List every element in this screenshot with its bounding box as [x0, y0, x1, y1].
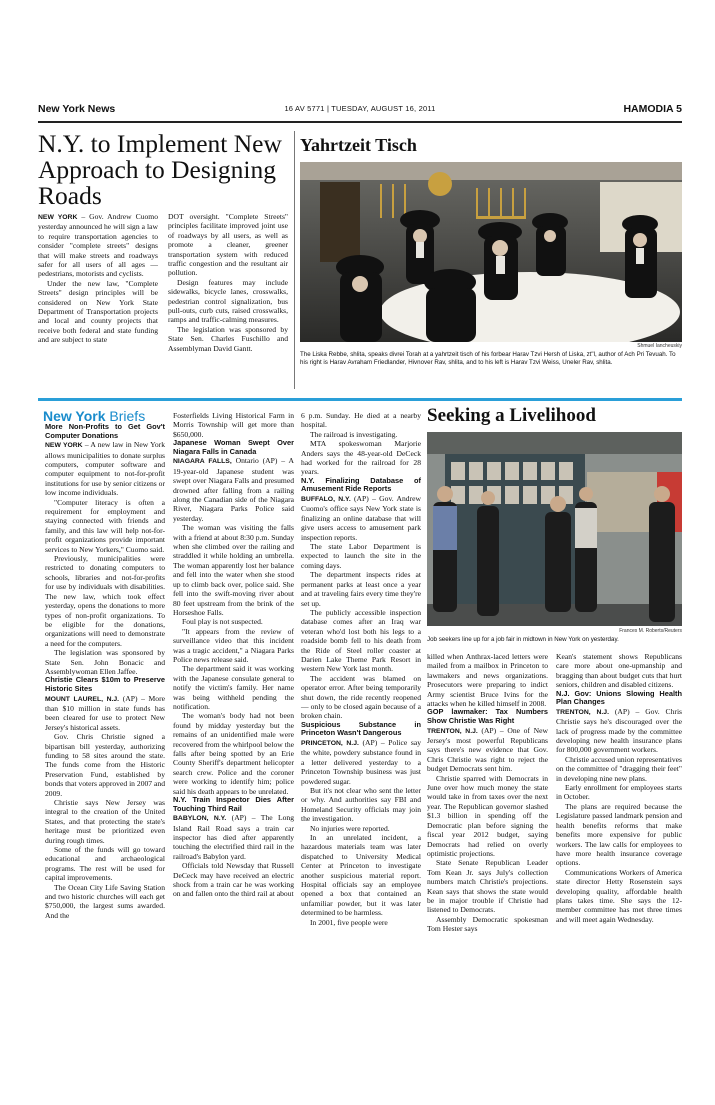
article-text: – Gov. Andrew Cuomo yesterday announced he will sign a law to require transportation agencies to consider "complete streets" designs that will make streets and roadways safer for all users of all ages — pedestrians, motorists and cyclists.	[38, 212, 158, 279]
brief-text: The Ocean City Life Saving Station and two historic churches will each get $750,000, the largest sums awarded. And the	[45, 882, 165, 920]
brief-text: killed when Anthrax-laced letters were mailed from a mailbox in Princeton to lawmakers and news organizations. Prosecutors were preparing to indict Army scientist Bruce Ivins for the attacks when he killed himself in 2008.	[427, 652, 548, 709]
brief-text: Previously, municipalities were restricted to donating computers to schools, libraries and not-for-profits for use by individuals with disabilities. The new law, which took effect yesterday, opens the donations to more types of non-profit organizations. To be eligible for the donations, organizations will need to demonstrate a need for the computers.	[45, 554, 165, 648]
brief-headline: N.J. Gov: Unions Slowing Health Plan Changes	[556, 688, 682, 707]
brief-text: Ontario (AP) – A 19-year-old Japanese student was swept over Niagara Falls and presumed drowned after falling from a railing along the Canadian side of the Niagara River, Niagara Parks Police said yesterday.	[173, 456, 295, 523]
brief-text: Some of the funds will go toward educational and archaeological programs. The rest will be used for capital improvements.	[45, 845, 165, 883]
brief-headline: Japanese Woman Swept Over Niagara Falls in Canada	[173, 438, 294, 456]
dateline: BABYLON, N.Y.	[173, 815, 227, 823]
roads-headline: N.Y. to Implement New Approach to Designing Roads	[38, 129, 282, 210]
publication-name: HAMODIA 5	[623, 103, 682, 115]
brief-text: Officials told Newsday that Russell DeCeck may have received an electric shock from a train car he was working on and fallen onto the third rail at about	[173, 861, 294, 899]
brief-text: State Senate Republican Leader Tom Kean Jr. says July's collection numbers match Christie's projections. Kean says that shows the state would be in major trouble if Christie had listened to Democrats.	[427, 858, 548, 915]
brief-text: Early enrollment for employees starts in October.	[556, 783, 682, 802]
livelihood-title: Seeking a Livelihood	[427, 405, 596, 426]
photo-credit: Frances M. Roberts/Reuters	[619, 628, 682, 634]
brief-headline: Suspicious Substance in Princeton Wasn't Dangerous	[301, 719, 421, 738]
article-text: DOT oversight. "Complete Streets" principles facilitate improved joint use of roadways by all users, as well as promote a cleaner, greener transportation system with reduced traffic congestion and the resultant air pollution.	[168, 212, 288, 278]
brief-text: In 2001, five people were	[310, 917, 388, 927]
brief-text: The accident was blamed on operator error. After being temporarily shut down, the ride recently reopened — only to be closed again because of a broken chain.	[301, 673, 421, 721]
brief-text: Gov. Chris Christie signed a bipartisan bill yesterday, authorizing funding to 58 sites around the state. The funds come from the Historic Preservation Fund, established by bonds that voters approved in 2007 and 2009.	[45, 732, 165, 798]
article-text: Under the new law, "Complete Streets" design principles will be considered on New York State Department of Transportation projects and local and county projects that receive both federal and state funding and are subject to state	[38, 278, 158, 345]
brief-headline: More Non-Profits to Get Gov't Computer Donations	[45, 422, 165, 440]
header-rule	[38, 121, 682, 123]
brief-text: (AP) – Gov. Andrew Cuomo's office says New York state is finalizing an online database that will give users access to amusement park inspection reports.	[301, 494, 421, 542]
brief-text: MTA spokeswoman Marjorie Anders says the 48-year-old DeCeck had worked for the railroad for 28 years.	[301, 439, 421, 477]
dateline: NEW YORK	[45, 442, 83, 450]
brief-text: Christie accused union representatives on the committee of "dragging their feet" in developing nine new plans.	[556, 754, 682, 783]
yahrtzeit-title: Yahrtzeit Tisch	[300, 135, 417, 155]
brief-headline: N.Y. Train Inspector Dies After Touching Third Rail	[173, 795, 294, 813]
brief-headline: N.Y. Finalizing Database of Amusement Ride Reports	[301, 475, 421, 494]
brief-text: (AP) – More than $10 million in state funds has been cleared for use to protect New Jersey's historical assets.	[45, 693, 165, 732]
briefs-column-4	[427, 652, 548, 934]
article-text: The legislation was sponsored by State Sen. Charles Fuschillo and Assemblyman David Gantt.	[168, 324, 288, 353]
brief-text: "It appears from the review of surveillance video that this incident was a tragic accident," a Niagara Parks Police news release said.	[173, 626, 294, 664]
briefs-column-1	[45, 423, 165, 920]
dateline: PRINCETON, N.J.	[301, 739, 359, 747]
section-rule	[38, 398, 682, 401]
dateline: MOUNT LAUREL, N.J.	[45, 695, 120, 703]
brief-text: Christie says New Jersey was integral to the creation of the United States, and that protecting the state's heritage must be prioritized even during rough times.	[45, 798, 165, 845]
page-header	[38, 103, 682, 119]
briefs-column-3	[301, 411, 421, 927]
brief-headline: GOP lawmaker: Tax Numbers Show Christie Was Right	[427, 707, 548, 726]
photo-credit: Shmuel Iancheuskiy	[637, 343, 682, 349]
brief-text: The department said it was working with the Japanese consulate general to notify the victim's family. Her name was being withheld pending the notification.	[173, 664, 294, 711]
briefs-title-region: New York	[43, 408, 106, 424]
yahrtzeit-photo	[300, 162, 682, 342]
roads-column-1	[38, 212, 158, 345]
dateline: TRENTON, N.J.	[427, 727, 478, 735]
brief-text: (AP) – Police say the white, powdery substance found in a letter delivered yesterday to a Princeton Township business was just powdered sugar.	[301, 737, 421, 786]
brief-text: (AP) – The Long Island Rail Road says a train car inspector has died after apparently touching the electrified third rail in the railroad's Babylon yard.	[173, 813, 294, 861]
dateline: TRENTON, N.J.	[556, 708, 609, 716]
column-divider	[294, 131, 295, 389]
briefs-column-5	[556, 652, 682, 924]
brief-text: The publicly accessible inspection database comes after an Iraq war veteran who'd lost both his legs to a roadside bomb fell to his death from the Ride of Steel roller coaster at Darien Lake Theme Park Resort in western New York last month.	[301, 607, 421, 674]
brief-headline: Christie Clears $10m to Preserve Historic Sites	[45, 675, 165, 693]
brief-text: – A new law in New York allows municipalities to donate surplus computers, computer software and computer equipment to not-for-profit institutions for use by senior citizens or low income individuals.	[45, 440, 166, 498]
roads-column-2	[168, 212, 288, 353]
dateline: BUFFALO, N.Y.	[301, 496, 351, 504]
brief-text: But it's not clear who sent the letter or why. And authorities say FBI and Homeland Security officials may join the investigation.	[301, 786, 421, 824]
briefs-column-2	[173, 411, 294, 899]
brief-text: No injuries were reported.	[310, 823, 390, 833]
brief-text: (AP) – One of New Jersey's most powerful Republicans says there's new evidence that Gov. Chris Christie was right to reject the budget Democrats sent him.	[427, 725, 548, 774]
brief-text: Foul play is not suspected.	[182, 617, 263, 627]
brief-text: Assembly Democratic spokesman Tom Hester says	[427, 914, 548, 934]
dateline: NEW YORK	[38, 214, 78, 221]
dateline: NIAGARA FALLS,	[173, 458, 232, 466]
photo-caption: Job seekers line up for a job fair in midtown in New York on yesterday.	[427, 636, 619, 643]
brief-text: Fosterfields Living Historical Farm in Morris Township will get more than $650,000.	[173, 411, 294, 439]
brief-text: (AP) – Gov. Chris Christie says he's discouraged over the lack of progress made by the committee developing new health insurance plans for 800,000 government workers.	[556, 706, 683, 755]
brief-text: Christie sparred with Democrats in June over how much money the state would take in from taxes over the next year. The Republican governor slashed $1.3 billion in spending off the Democratic plan before signing the fiscal year 2012 budget, saying Democrats had relied on overly optimistic projections.	[427, 773, 548, 858]
brief-text: The plans are required because the Legislature passed landmark pension and health benefits reforms that make benefits more expensive for public workers. The law calls for employees to have more health insurance coverage options.	[556, 801, 682, 868]
brief-text: 6 p.m. Sunday. He died at a nearby hospital.	[301, 411, 421, 430]
livelihood-photo	[427, 432, 682, 626]
brief-text: The legislation was sponsored by State Sen. John Bonacic and Assemblywoman Ellen Jaffee.	[45, 648, 165, 676]
brief-text: The woman was visiting the falls with a friend at about 8:30 p.m. Sunday when she climbed over the railing and straddled it while holding an umbrella. The woman apparently lost her balance and fell into the water when she stood up to climb back over, police said. She fell into the swift-moving river about 80 feet upstream from the brink of the Horseshoe Falls.	[173, 523, 294, 617]
brief-text: "Computer literacy is often a requirement for employment and staying connected with friends and family, and this law will help not-for-profit organizations provide important services to New Yorkers," Cuomo said.	[45, 497, 165, 554]
section-label: New York News	[38, 103, 116, 115]
issue-date: 16 AV 5771 | TUESDAY, AUGUST 16, 2011	[284, 104, 436, 113]
brief-text: The department inspects rides at permanent parks at least once a year and at traveling fairs every time they're set up.	[301, 570, 421, 608]
brief-text: The state Labor Department is expected to launch the site in the coming days.	[301, 542, 421, 570]
brief-text: Kean's statement shows Republicans care more about one-upmanship and bragging than about budget cuts that hurt seniors, children and disabled citizens.	[556, 652, 682, 690]
brief-text: In an unrelated incident, a hazardous materials team was later dispatched to University Medical Center at Princeton to investigate another suspicious material report. Hospital officials say an employee opened a box that contained an unfamiliar powder, but it was later determined to be harmless.	[301, 833, 421, 918]
brief-text: The railroad is investigating.	[310, 429, 398, 439]
briefs-title-word: Briefs	[105, 408, 146, 424]
article-text: Design features may include sidewalks, bicycle lanes, crosswalks, pedestrian control signalization, bus pull-outs, curb cuts, raised crosswalks, ramps and traffic-calming measures.	[168, 277, 288, 325]
brief-text: The woman's body had not been found by midday yesterday but the remains of an unidentified male were recovered from the whirlpool below the falls after being spotted by an Erie County Sheriff's department helicopter search crew. Police and the coroner were working to identify him; police said his death appears to be unrelated.	[173, 711, 294, 796]
photo-caption: The Liska Rebbe, shlita, speaks divrei Torah at a yahrtzeit tisch of his forbear Harav Tzvi Hersh of Liska, zt"l, author of Ach Pri Tevuah. To his right is Harav Avraham Friedlander, Hivnover Rav, shlita, and to his left is Harav Tzvi Weiss, Uneler Rav, shlita.	[300, 351, 676, 366]
brief-text: Communications Workers of America state director Hetty Rosenstein says developing quality, affordable health plans takes time. She says the 12-member committee has met three times and will meet again Wednesday.	[556, 867, 682, 924]
